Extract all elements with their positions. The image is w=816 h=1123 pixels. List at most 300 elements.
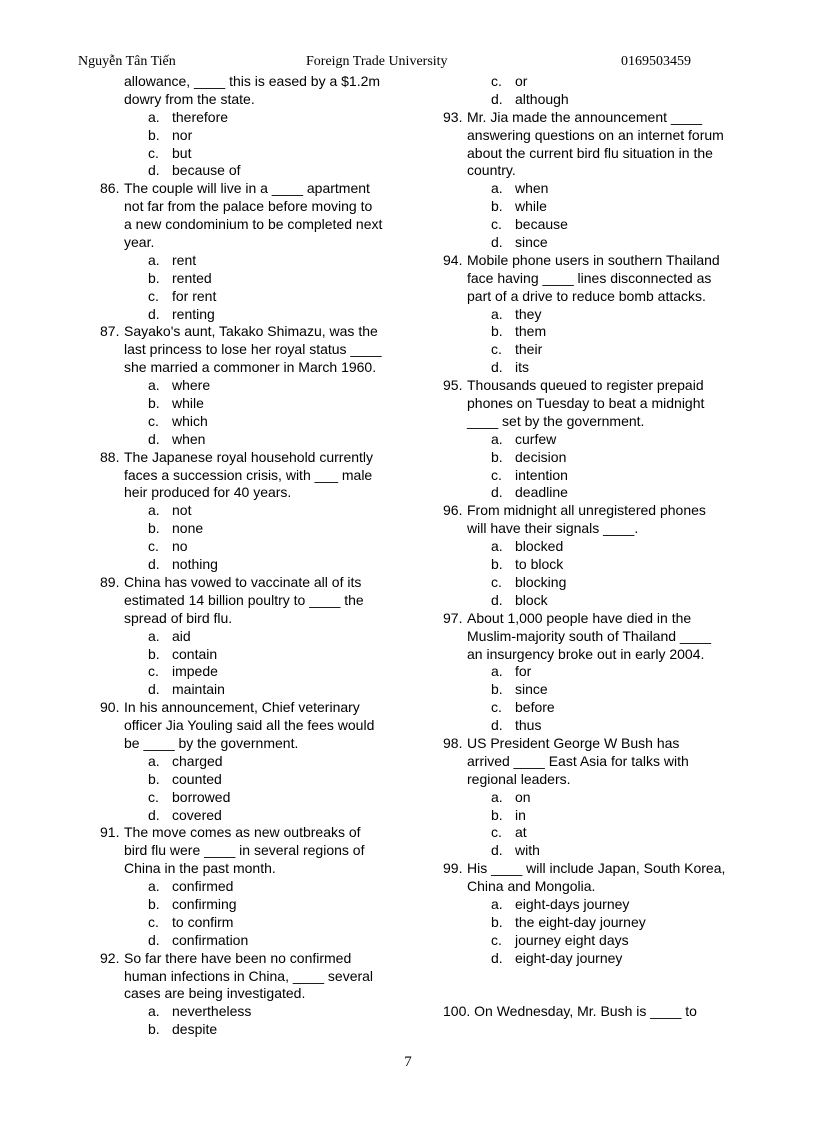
question-text: face having ____ lines disconnected as	[467, 269, 712, 286]
option-letter: c.	[491, 466, 502, 483]
option-text: because of	[172, 162, 241, 179]
option-text: which	[172, 412, 208, 429]
question-number: 94.	[443, 251, 463, 268]
question-text: country.	[467, 162, 516, 179]
option-letter: d.	[148, 681, 160, 698]
question-line	[100, 735, 400, 753]
option-letter: a.	[148, 502, 160, 519]
option-letter: c.	[491, 216, 502, 233]
option-letter: b.	[491, 556, 503, 573]
option-letter: c.	[491, 699, 502, 716]
question-line	[443, 860, 743, 878]
university-name: Foreign Trade University	[306, 54, 448, 69]
question-87	[100, 323, 400, 448]
answer-option	[443, 198, 743, 216]
option-text: for rent	[172, 287, 217, 304]
option-text: curfew	[515, 430, 557, 447]
question-line	[443, 377, 743, 395]
option-letter: d.	[491, 591, 503, 608]
answer-option	[443, 484, 743, 502]
question-line	[100, 234, 400, 252]
question-line	[443, 628, 743, 646]
option-letter: d.	[491, 949, 503, 966]
answer-option	[443, 180, 743, 198]
question-text: will have their signals ____.	[467, 520, 639, 537]
question-line	[100, 842, 400, 860]
answer-option	[100, 914, 400, 932]
answer-option	[443, 663, 743, 681]
question-line	[100, 359, 400, 377]
phone-number: 0169503459	[621, 54, 691, 69]
question-text: last princess to lose her royal status ____	[124, 341, 382, 358]
answer-option	[100, 1003, 400, 1021]
option-text: or	[515, 73, 528, 89]
question-text: officer Jia Youling said all the fees would	[124, 717, 375, 734]
question-line	[100, 968, 400, 986]
option-text: in	[515, 806, 526, 823]
option-text: blocking	[515, 573, 567, 590]
option-text: confirmation	[172, 931, 249, 948]
option-letter: c.	[491, 573, 502, 590]
option-text: nevertheless	[172, 1003, 252, 1020]
option-text: charged	[172, 752, 223, 769]
option-letter: d.	[148, 556, 160, 573]
answer-option	[100, 431, 400, 449]
question-line	[100, 592, 400, 610]
answer-option	[443, 359, 743, 377]
question-line	[100, 216, 400, 234]
answer-option	[100, 681, 400, 699]
answer-option	[443, 914, 743, 932]
question-text: His ____ will include Japan, South Korea,	[467, 860, 726, 877]
question-text: US President George W Bush has	[467, 734, 680, 751]
option-text: rented	[172, 269, 212, 286]
question-line	[100, 699, 400, 717]
option-letter: c.	[491, 824, 502, 841]
option-letter: c.	[148, 144, 159, 161]
question-line	[443, 771, 743, 789]
question-line	[100, 73, 400, 91]
option-text: before	[515, 699, 555, 716]
question-text: answering questions on an internet forum	[467, 126, 724, 143]
question-text: allowance, ____ this is eased by a $1.2m	[124, 73, 381, 89]
answer-option	[100, 306, 400, 324]
answer-option	[100, 502, 400, 520]
option-text: for	[515, 663, 532, 680]
question-text: a new condominium to be completed next	[124, 216, 383, 233]
answer-option	[100, 932, 400, 950]
question-text: Mr. Jia made the announcement ____	[467, 108, 703, 125]
question-line	[100, 180, 400, 198]
option-text: where	[172, 377, 211, 394]
option-text: its	[515, 359, 529, 376]
option-letter: a.	[148, 627, 160, 644]
option-letter: a.	[491, 895, 503, 912]
option-letter: b.	[491, 806, 503, 823]
option-letter: a.	[148, 878, 160, 895]
question-line	[100, 323, 400, 341]
question-line	[443, 878, 743, 896]
question-number: 87.	[100, 323, 120, 340]
question-text: human infections in China, ____ several	[124, 967, 374, 984]
option-text: since	[515, 681, 548, 698]
question-text: not far from the palace before moving to	[124, 198, 373, 215]
answer-option	[443, 932, 743, 950]
question-line	[100, 860, 400, 878]
question-line	[443, 162, 743, 180]
option-text: therefore	[172, 108, 229, 125]
option-letter: a.	[148, 377, 160, 394]
option-letter: b.	[491, 323, 503, 340]
question-text: be ____ by the government.	[124, 734, 299, 751]
question-text: From midnight all unregistered phones	[467, 502, 706, 519]
question-line	[100, 985, 400, 1003]
option-letter: a.	[148, 752, 160, 769]
option-letter: b.	[148, 895, 160, 912]
answer-option	[443, 323, 743, 341]
answer-option	[100, 270, 400, 288]
left-column	[100, 73, 400, 1039]
author-name: Nguyễn Tân Tiến	[78, 54, 176, 69]
question-number: 98.	[443, 734, 463, 751]
question-line	[100, 610, 400, 628]
answer-option	[443, 842, 743, 860]
option-text: when	[515, 180, 549, 197]
option-letter: a.	[491, 538, 503, 555]
option-text: although	[515, 90, 569, 107]
answer-option	[100, 646, 400, 664]
question-line	[443, 270, 743, 288]
answer-option	[100, 109, 400, 127]
option-letter: b.	[148, 126, 160, 143]
option-letter: a.	[148, 251, 160, 268]
answer-option	[443, 341, 743, 359]
option-text: contain	[172, 645, 218, 662]
answer-option	[443, 592, 743, 610]
question-text: spread of bird flu.	[124, 609, 233, 626]
option-text: confirming	[172, 895, 237, 912]
question-99	[443, 860, 743, 967]
answer-option	[443, 538, 743, 556]
option-letter: b.	[491, 681, 503, 698]
answer-option	[443, 449, 743, 467]
question-line	[443, 252, 743, 270]
answer-option	[443, 467, 743, 485]
option-letter: d.	[148, 931, 160, 948]
question-text: China in the past month.	[124, 860, 276, 877]
question-line	[443, 520, 743, 538]
question-number: 95.	[443, 377, 463, 394]
question-line	[100, 91, 400, 109]
question-text: Mobile phone users in southern Thailand	[467, 251, 720, 268]
option-text: nor	[172, 126, 193, 143]
question-90	[100, 699, 400, 824]
option-text: nothing	[172, 556, 218, 573]
option-letter: b.	[148, 770, 160, 787]
question-number: 99.	[443, 860, 463, 877]
answer-option	[443, 824, 743, 842]
option-letter: d.	[491, 359, 503, 376]
option-text: aid	[172, 627, 191, 644]
question-line	[443, 610, 743, 628]
question-93	[443, 109, 743, 252]
question-line	[100, 341, 400, 359]
question-number: 86.	[100, 180, 120, 197]
option-letter: d.	[148, 430, 160, 447]
question-text: About 1,000 people have died in the	[467, 609, 692, 626]
question-text: The couple will live in a ____ apartment	[124, 180, 370, 197]
answer-option	[100, 807, 400, 825]
question-text: year.	[124, 234, 155, 251]
question-text: about the current bird flu situation in the	[467, 144, 713, 161]
answer-option	[443, 306, 743, 324]
question-98	[443, 735, 743, 860]
question-text: 100. On Wednesday, Mr. Bush is ____ to	[443, 1002, 697, 1019]
question-text: So far there have been no confirmed	[124, 949, 352, 966]
option-letter: b.	[491, 913, 503, 930]
option-text: maintain	[172, 681, 225, 698]
question-text: The Japanese royal household currently	[124, 448, 374, 465]
question-line	[100, 198, 400, 216]
option-text: despite	[172, 1021, 218, 1038]
question-text: China has vowed to vaccinate all of its	[124, 573, 362, 590]
question-number: 93.	[443, 108, 463, 125]
option-letter: a.	[148, 1003, 160, 1020]
option-text: impede	[172, 663, 218, 680]
option-text: rent	[172, 251, 197, 268]
option-letter: d.	[491, 842, 503, 859]
option-text: to confirm	[172, 913, 234, 930]
option-letter: a.	[491, 788, 503, 805]
question-text: dowry from the state.	[124, 90, 255, 107]
question-text: heir produced for 40 years.	[124, 484, 292, 501]
question-number: 91.	[100, 824, 120, 841]
option-text: them	[515, 323, 547, 340]
question-line	[100, 467, 400, 485]
answer-option	[443, 73, 743, 91]
question-89	[100, 574, 400, 699]
question-92	[100, 950, 400, 1039]
answer-option	[100, 753, 400, 771]
answer-option	[100, 162, 400, 180]
option-letter: b.	[148, 395, 160, 412]
answer-option	[443, 556, 743, 574]
spacer	[443, 968, 743, 1003]
question-line	[443, 735, 743, 753]
answer-option	[443, 574, 743, 592]
option-letter: a.	[491, 430, 503, 447]
question-line	[100, 574, 400, 592]
option-letter: b.	[148, 1021, 160, 1038]
option-text: eight-days journey	[515, 895, 630, 912]
question-text: bird flu were ____ in several regions of	[124, 842, 365, 859]
option-letter: c.	[491, 341, 502, 358]
option-letter: c.	[148, 412, 159, 429]
option-letter: b.	[491, 198, 503, 215]
option-text: decision	[515, 448, 567, 465]
page-number: 7	[404, 1054, 412, 1070]
question-number: 88.	[100, 448, 120, 465]
option-text: none	[172, 520, 204, 537]
option-text: renting	[172, 305, 215, 322]
question-line	[100, 950, 400, 968]
answer-option	[100, 252, 400, 270]
option-letter: c.	[148, 287, 159, 304]
question-line	[100, 717, 400, 735]
option-letter: d.	[148, 305, 160, 322]
question-97	[443, 610, 743, 735]
answer-option	[100, 145, 400, 163]
option-letter: b.	[148, 645, 160, 662]
question-number: 92.	[100, 949, 120, 966]
answer-option	[100, 520, 400, 538]
option-text: covered	[172, 806, 222, 823]
option-text: blocked	[515, 538, 564, 555]
question-line	[443, 502, 743, 520]
question-text: faces a succession crisis, with ___ male	[124, 466, 373, 483]
question-95	[443, 377, 743, 502]
option-letter: c.	[148, 788, 159, 805]
question-text: arrived ____ East Asia for talks with	[467, 752, 689, 769]
option-letter: c.	[491, 73, 502, 89]
answer-option	[443, 91, 743, 109]
question-96	[443, 502, 743, 609]
question-line	[100, 824, 400, 842]
question-continued	[100, 73, 400, 180]
option-letter: d.	[491, 90, 503, 107]
option-text: while	[515, 198, 547, 215]
option-letter: d.	[148, 162, 160, 179]
question-100	[443, 1003, 743, 1021]
answer-option	[443, 717, 743, 735]
answer-option	[100, 663, 400, 681]
option-letter: a.	[491, 180, 503, 197]
question-text: ____ set by the government.	[467, 412, 645, 429]
option-text: because	[515, 216, 568, 233]
option-letter: a.	[491, 663, 503, 680]
question-text: The move comes as new outbreaks of	[124, 824, 361, 841]
answer-option	[443, 950, 743, 968]
question-line	[443, 127, 743, 145]
option-letter: a.	[491, 305, 503, 322]
question-86	[100, 180, 400, 323]
page-header	[0, 54, 816, 72]
answer-option	[100, 538, 400, 556]
answer-option	[443, 699, 743, 717]
option-text: confirmed	[172, 878, 234, 895]
option-text: but	[172, 144, 192, 161]
question-text: regional leaders.	[467, 770, 571, 787]
option-text: no	[172, 538, 188, 555]
question-line	[100, 449, 400, 467]
option-text: not	[172, 502, 192, 519]
option-letter: b.	[148, 269, 160, 286]
question-line	[443, 413, 743, 431]
question-94	[443, 252, 743, 377]
question-text: part of a drive to reduce bomb attacks.	[467, 287, 706, 304]
question-text: Thousands queued to register prepaid	[467, 377, 704, 394]
question-line	[443, 109, 743, 127]
answer-option	[443, 216, 743, 234]
question-91	[100, 824, 400, 949]
answer-option	[100, 896, 400, 914]
question-line	[443, 145, 743, 163]
question-text: Sayako's aunt, Takako Shimazu, was the	[124, 323, 378, 340]
option-letter: a.	[148, 108, 160, 125]
question-text: cases are being investigated.	[124, 985, 306, 1002]
answer-option	[443, 431, 743, 449]
option-text: block	[515, 591, 548, 608]
answer-option	[443, 234, 743, 252]
question-text: an insurgency broke out in early 2004.	[467, 645, 705, 662]
question-number: 96.	[443, 502, 463, 519]
answer-option	[100, 395, 400, 413]
option-letter: b.	[491, 448, 503, 465]
question-line	[443, 288, 743, 306]
option-text: journey eight days	[515, 931, 629, 948]
question-number: 89.	[100, 573, 120, 590]
option-text: deadline	[515, 484, 568, 501]
answer-option	[100, 789, 400, 807]
option-text: counted	[172, 770, 222, 787]
question-text: In his announcement, Chief veterinary	[124, 699, 360, 716]
question-text: estimated 14 billion poultry to ____ the	[124, 591, 364, 608]
option-letter: d.	[491, 717, 503, 734]
option-text: while	[172, 395, 204, 412]
right-column	[443, 73, 743, 1020]
answer-option	[100, 288, 400, 306]
answer-option	[100, 1021, 400, 1039]
option-letter: c.	[148, 913, 159, 930]
question-line	[443, 395, 743, 413]
answer-option	[100, 878, 400, 896]
option-text: with	[515, 842, 540, 859]
option-letter: d.	[491, 484, 503, 501]
question-text: China and Mongolia.	[467, 878, 596, 895]
option-letter: d.	[148, 806, 160, 823]
answer-option	[100, 127, 400, 145]
option-text: their	[515, 341, 543, 358]
question-line	[443, 646, 743, 664]
answer-option	[100, 377, 400, 395]
option-text: eight-day journey	[515, 949, 623, 966]
question-continued	[443, 73, 743, 109]
question-text: phones on Tuesday to beat a midnight	[467, 395, 705, 412]
question-line	[100, 484, 400, 502]
answer-option	[100, 628, 400, 646]
option-letter: c.	[148, 538, 159, 555]
answer-option	[443, 896, 743, 914]
option-letter: c.	[491, 931, 502, 948]
question-number: 97.	[443, 609, 463, 626]
option-text: to block	[515, 556, 564, 573]
answer-option	[443, 681, 743, 699]
option-text: borrowed	[172, 788, 231, 805]
question-line	[443, 753, 743, 771]
option-letter: b.	[148, 520, 160, 537]
answer-option	[100, 771, 400, 789]
question-text: Muslim-majority south of Thailand ____	[467, 627, 712, 644]
option-text: at	[515, 824, 527, 841]
option-letter: c.	[148, 663, 159, 680]
answer-option	[443, 807, 743, 825]
answer-option	[100, 556, 400, 574]
option-text: intention	[515, 466, 568, 483]
question-88	[100, 449, 400, 574]
option-text: since	[515, 234, 548, 251]
answer-option	[100, 413, 400, 431]
option-text: thus	[515, 717, 542, 734]
